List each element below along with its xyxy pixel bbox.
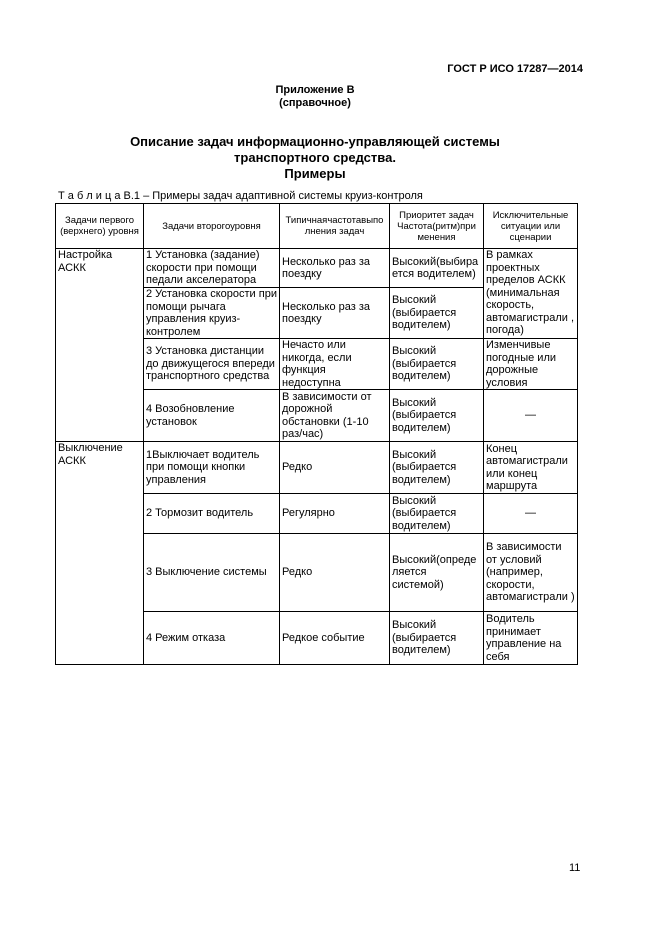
exception-cell: Конец автомагистрали или конец маршрута (484, 442, 578, 494)
table-caption: Т а б л и ц а В.1 – Примеры задач адаптивной системы круиз-контроля (58, 190, 423, 202)
header-priority: Приоритет задач Частота(ритм)при менения (390, 204, 484, 249)
title-line-3: Примеры (284, 166, 346, 181)
table-row (56, 442, 578, 494)
task-cell: 1Выключает водитель при помощи кнопки управления (144, 442, 280, 494)
task-cell: 1 Установка (задание) скорости при помощи педали акселератора (144, 249, 280, 288)
frequency-cell: Несколько раз за поездку (280, 249, 390, 288)
tasks-table (55, 203, 578, 665)
frequency-cell: Редкое событие (280, 612, 390, 665)
page-number: 11 (569, 862, 581, 874)
frequency-cell: Несколько раз за поездку (280, 288, 390, 339)
task-cell: 2 Тормозит водитель (144, 494, 280, 534)
header-frequency: Типичнаячастотавыпо лнения задач (280, 204, 390, 249)
priority-cell: Высокий(выбира ется водителем) (390, 249, 484, 288)
priority-cell: Высокий (выбирается водителем) (390, 390, 484, 442)
priority-cell: Высокий(опреде ляется системой) (390, 534, 484, 612)
header-exceptions: Исключительные ситуации или сценарии (484, 204, 578, 249)
frequency-cell: Редко (280, 534, 390, 612)
priority-cell: Высокий (выбирается водителем) (390, 288, 484, 339)
header-top-level-tasks: Задачи первого (верхнего) уровня (56, 204, 144, 249)
exception-cell: Водитель принимает управление на себя (484, 612, 578, 665)
title-line-2: транспортного средства. (234, 150, 396, 165)
exception-cell: — (484, 390, 578, 442)
table-header-row (56, 204, 578, 249)
frequency-cell: Нечасто или никогда, если функция недоступна (280, 339, 390, 390)
frequency-cell: Регулярно (280, 494, 390, 534)
annex-name: Приложение В (275, 84, 355, 96)
exception-cell: В зависимости от условий (например, скорости, автомагистрали ) (484, 534, 578, 612)
table-row (56, 249, 578, 288)
title-line-1: Описание задач информационно-управляющей системы (130, 134, 500, 149)
priority-cell: Высокий (выбирается водителем) (390, 442, 484, 494)
document-title (0, 134, 630, 182)
exception-cell: Изменчивые погодные или дорожные условия (484, 339, 578, 390)
task-cell: 3 Установка дистанции до движущегося впереди транспортного средства (144, 339, 280, 390)
annex-heading (0, 84, 630, 110)
frequency-cell: В зависимости от дорожной обстановки (1-10 раз/час) (280, 390, 390, 442)
priority-cell: Высокий (выбирается водителем) (390, 612, 484, 665)
frequency-cell: Редко (280, 442, 390, 494)
group-name: Настройка АСКК (56, 249, 144, 442)
task-cell: 3 Выключение системы (144, 534, 280, 612)
group-name: Выключение АСКК (56, 442, 144, 665)
task-cell: 4 Возобновление установок (144, 390, 280, 442)
standard-number: ГОСТ Р ИСО 17287—2014 (447, 63, 583, 75)
task-cell: 4 Режим отказа (144, 612, 280, 665)
priority-cell: Высокий (выбирается водителем) (390, 339, 484, 390)
priority-cell: Высокий (выбирается водителем) (390, 494, 484, 534)
exception-cell: В рамках проектных пределов АСКК (минимальная скорость, автомагистрали , погода) (484, 249, 578, 339)
exception-cell: — (484, 494, 578, 534)
annex-type: (справочное) (279, 97, 351, 109)
task-cell: 2 Установка скорости при помощи рычага управления круиз-контролем (144, 288, 280, 339)
header-second-level-tasks: Задачи второгоуровня (144, 204, 280, 249)
